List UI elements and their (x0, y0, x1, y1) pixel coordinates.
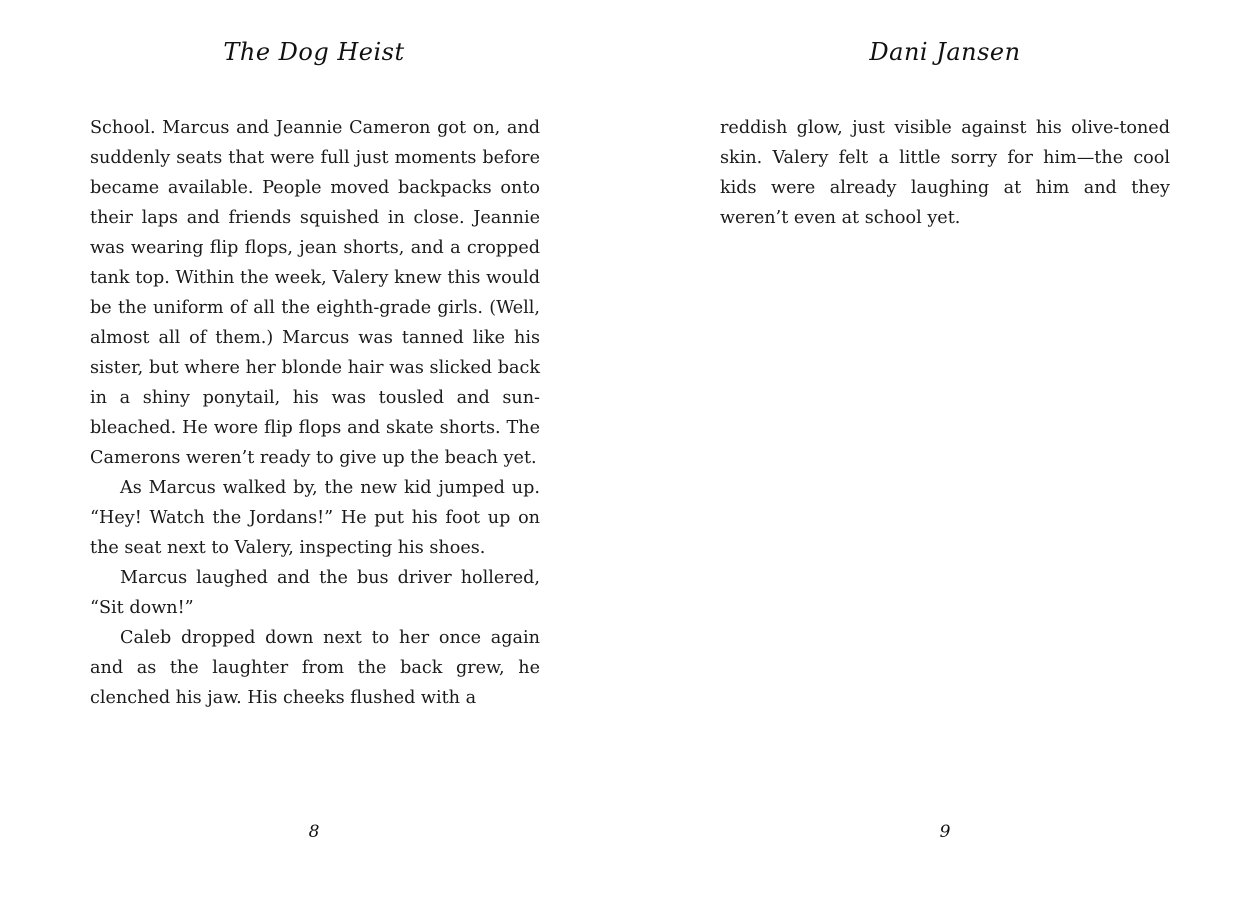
page-number: 9 (939, 822, 951, 842)
paragraph: Caleb dropped down next to her once again and as the laughter from the back grew, he clenched his jaw. His cheeks flushed with a (90, 628, 540, 708)
book-title-header: The Dog Heist (223, 38, 405, 66)
paragraph: reddish glow, just visible against his olive-toned skin. Valery felt a little sorry for him—the cool kids were already laughing at him and they weren’t even at school yet. (720, 118, 1170, 228)
left-body-text (90, 113, 540, 713)
right-page (630, 0, 1260, 900)
author-name-header: Dani Jansen (869, 38, 1021, 66)
paragraph: As Marcus walked by, the new kid jumped up. “Hey! Watch the Jordans!” He put his foot up on the seat next to Valery, inspecting his shoes. (90, 478, 540, 558)
paragraph: School. Marcus and Jeannie Cameron got on, and suddenly seats that were full just moments before became available. People moved backpacks onto their laps and friends squished in close. Jeannie was wearing flip flops, jean shorts, and a cropped tank top. Within the week, Valery knew this would be the uniform of all the eighth-grade girls. (Well, almost all of them.) Marcus was tanned like his sister, but where her blonde hair was slicked back in a shiny ponytail, his was tousled and sun-bleached. He wore flip flops and skate shorts. The Camerons weren’t ready to give up the beach yet. (90, 118, 540, 468)
right-body-text (720, 113, 1170, 233)
paragraph: Marcus laughed and the bus driver hollered, “Sit down!” (90, 568, 540, 618)
page-number: 8 (308, 822, 320, 842)
